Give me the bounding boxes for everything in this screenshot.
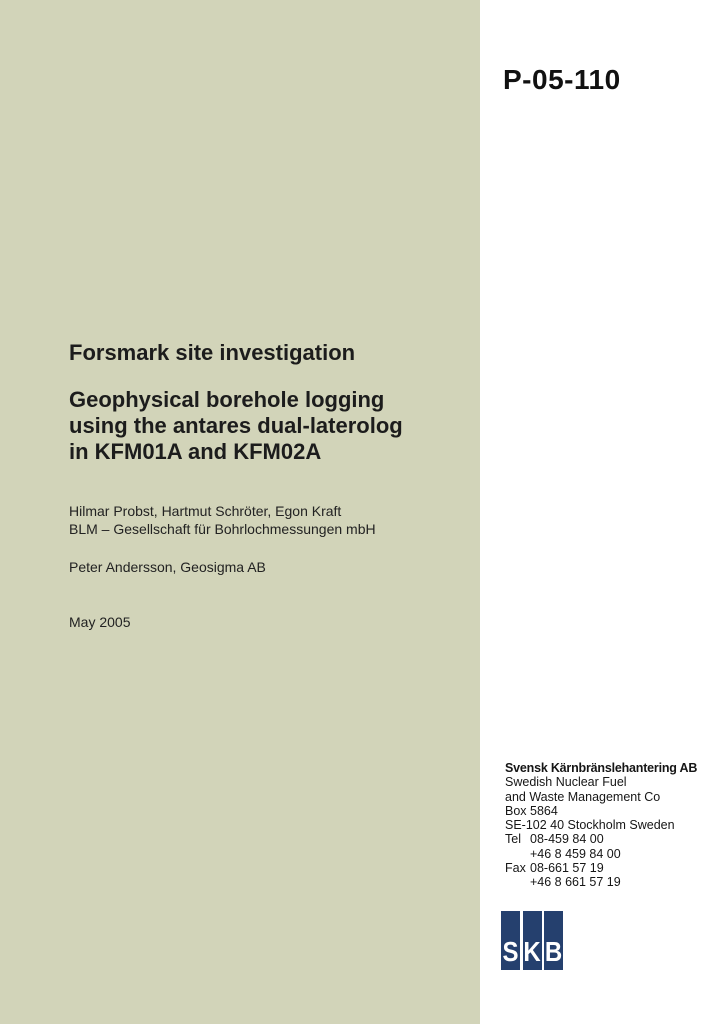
authors-affiliation: BLM – Gesellschaft für Bohrlochmessungen mbH: [69, 521, 376, 537]
publisher-desc-line-2: and Waste Management Co: [505, 789, 661, 804]
publisher-address-city: SE-102 40 Stockholm Sweden: [505, 818, 675, 833]
authors-names: Hilmar Probst, Hartmut Schröter, Egon Kraft: [69, 503, 342, 519]
report-title: [69, 387, 403, 465]
authors-group-1: [69, 502, 376, 538]
tel-number-international: +46 8 459 84 00: [530, 846, 621, 861]
report-title-line-3: in KFM01A and KFM02A: [69, 439, 322, 464]
skb-logo-letter-k: K: [523, 936, 541, 968]
publisher-name: Svensk Kärnbränslehantering AB: [505, 761, 698, 775]
skb-logo-bar-3: [544, 911, 563, 970]
publication-date: May 2005: [69, 614, 131, 630]
skb-logo-bar-2: [523, 911, 542, 970]
tel-row-national: [505, 832, 715, 846]
report-title-line-1: Geophysical borehole logging: [69, 387, 385, 412]
fax-row-international: [505, 875, 715, 889]
publisher-info-block: [505, 761, 715, 890]
skb-logo-bar-1: [501, 911, 520, 970]
tel-label: Tel: [505, 832, 521, 847]
tel-row-international: [505, 847, 715, 861]
tel-number-national: 08-459 84 00: [530, 832, 604, 847]
tel-label-spacer: [505, 847, 530, 861]
fax-row-national: [505, 861, 715, 875]
report-number: P-05-110: [503, 64, 621, 95]
authors-group-2: Peter Andersson, Geosigma AB: [69, 559, 266, 575]
publisher-desc-line-1: Swedish Nuclear Fuel: [505, 775, 627, 790]
skb-logo-letter-b: B: [544, 936, 563, 968]
fax-number-international: +46 8 661 57 19: [530, 875, 621, 890]
fax-label: Fax: [505, 861, 526, 876]
publisher-address-box: Box 5864: [505, 803, 558, 818]
report-title-line-2: using the antares dual-laterolog: [69, 413, 403, 438]
skb-logo: [501, 911, 563, 970]
fax-label-spacer: [505, 875, 530, 889]
fax-number-national: 08-661 57 19: [530, 861, 604, 876]
series-title: Forsmark site investigation: [69, 340, 356, 365]
skb-logo-letter-s: S: [502, 936, 519, 968]
